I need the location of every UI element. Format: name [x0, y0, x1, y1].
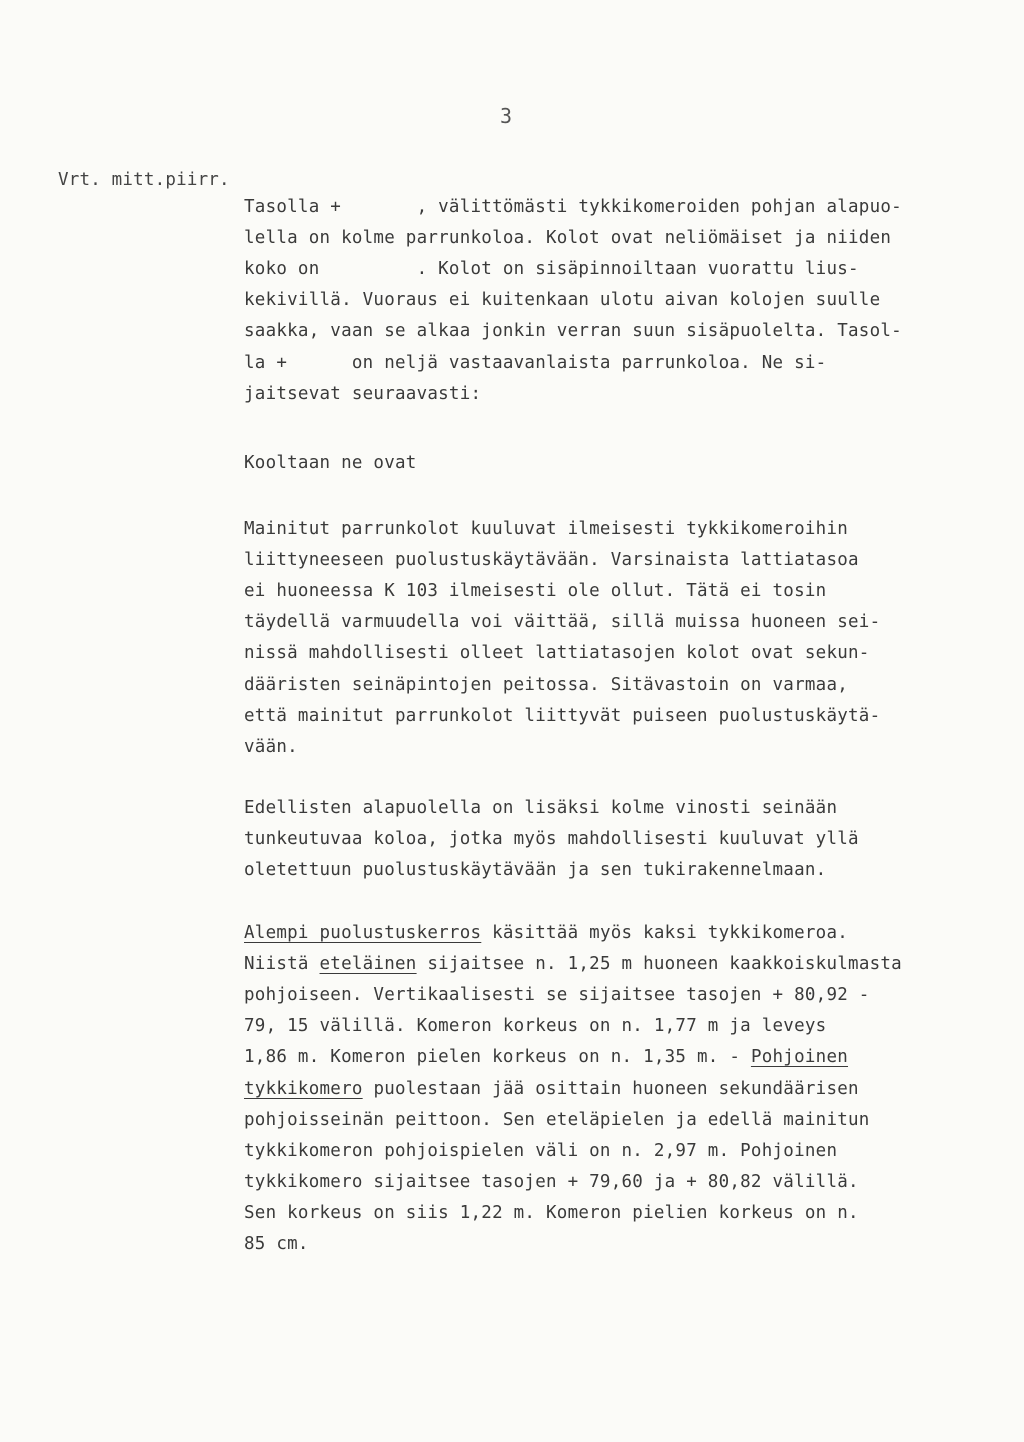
text-line	[244, 580, 826, 602]
text-segment: pohjoiseen. Vertikaalisesti se sijaitsee tasojen + 80,92 -	[244, 985, 870, 1006]
text-segment: 79, 15 välillä. Komeron korkeus on n. 1,77 m ja leveys	[244, 1016, 827, 1037]
text-line	[244, 828, 859, 850]
text-segment: Niistä	[244, 954, 320, 975]
text-line	[244, 452, 417, 474]
text-line	[244, 1015, 826, 1037]
text-segment: saakka, vaan se alkaa jonkin verran suun sisäpuolelta. Tasol-	[244, 321, 902, 342]
text-segment: dääristen seinäpintojen peitossa. Sitävastoin on varmaa,	[244, 674, 849, 695]
text-segment: Tasolla + , välittömästi tykkikomeroiden pohjan alapuo-	[244, 197, 902, 217]
text-segment: puolestaan jää osittain huoneen sekundäärisen	[362, 1078, 859, 1099]
text-line	[244, 518, 848, 540]
text-line	[244, 953, 902, 975]
text-line	[244, 984, 870, 1006]
text-segment: Kooltaan ne ovat	[244, 453, 417, 473]
text-line	[244, 736, 298, 758]
text-segment: täydellä varmuudella voi väittää, sillä muissa huoneen sei-	[244, 612, 881, 633]
underlined-text: tykkikomero	[244, 1078, 363, 1099]
text-segment: Sen korkeus on siis 1,22 m. Komeron pielien korkeus on n.	[244, 1202, 859, 1223]
text-segment: vään.	[244, 736, 298, 757]
text-line	[244, 1078, 859, 1100]
text-segment: tykkikomeron pohjoispielen väli on n. 2,97 m. Pohjoinen	[244, 1140, 838, 1161]
text-line	[244, 383, 481, 405]
page-number: 3	[500, 104, 513, 128]
text-line	[244, 352, 826, 374]
text-line	[244, 289, 880, 311]
text-line	[244, 227, 891, 249]
drawing-reference: Vrt. mitt.piirr.	[58, 170, 230, 190]
text-line	[244, 1202, 859, 1224]
text-line	[244, 258, 859, 280]
text-line	[244, 674, 848, 696]
text-segment: 1,86 m. Komeron pielen korkeus on n. 1,35 m. -	[244, 1047, 751, 1068]
text-line	[244, 859, 826, 881]
text-line	[244, 1109, 870, 1131]
underlined-text: Alempi puolustuskerros	[244, 923, 482, 943]
text-segment: kekivillä. Vuoraus ei kuitenkaan ulotu aivan kolojen suulle	[244, 290, 881, 311]
text-line	[244, 705, 880, 727]
text-segment: käsittää myös kaksi tykkikomeroa.	[481, 923, 849, 943]
text-line	[244, 549, 859, 571]
text-segment: tykkikomero sijaitsee tasojen + 79,60 ja + 80,82 välillä.	[244, 1171, 859, 1192]
text-line	[244, 196, 902, 218]
underlined-text: eteläinen	[319, 954, 417, 975]
text-line	[244, 642, 870, 664]
text-segment: jaitsevat seuraavasti:	[244, 383, 482, 404]
text-segment: la + on neljä vastaavanlaista parrunkoloa. Ne si-	[244, 352, 827, 373]
text-line	[244, 1233, 309, 1255]
text-segment: ei huoneessa K 103 ilmeisesti ole ollut. Tätä ei tosin	[244, 581, 827, 602]
text-line	[244, 1140, 837, 1162]
text-line	[244, 1046, 848, 1068]
text-segment: nissä mahdollisesti olleet lattiatasojen kolot ovat sekun-	[244, 643, 870, 664]
underlined-text: Pohjoinen	[750, 1047, 849, 1068]
text-segment: Mainitut parrunkolot kuuluvat ilmeisesti tykkikomeroihin	[244, 519, 849, 539]
text-line	[244, 320, 902, 342]
text-line	[244, 797, 837, 819]
text-line	[244, 1171, 859, 1193]
text-segment: pohjoisseinän peittoon. Sen eteläpielen ja edellä mainitun	[244, 1109, 870, 1130]
text-segment: Edellisten alapuolella on lisäksi kolme vinosti seinään	[244, 798, 838, 818]
text-line	[244, 922, 848, 944]
text-segment: lella on kolme parrunkoloa. Kolot ovat neliömäiset ja niiden	[244, 228, 892, 249]
text-line	[244, 611, 880, 633]
text-segment: 85 cm.	[244, 1234, 309, 1254]
text-segment: tunkeutuvaa koloa, jotka myös mahdollisesti kuuluvat yllä	[244, 829, 859, 850]
text-segment: koko on . Kolot on sisäpinnoiltaan vuorattu lius-	[244, 259, 859, 280]
text-segment: että mainitut parrunkolot liittyvät puiseen puolustuskäytä-	[244, 705, 881, 726]
text-segment: liittyneeseen puolustuskäytävään. Varsinaista lattiatasoa	[244, 550, 859, 571]
text-segment: sijaitsee n. 1,25 m huoneen kaakkoiskulmasta	[416, 954, 902, 975]
text-segment: oletettuun puolustuskäytävään ja sen tukirakennelmaan.	[244, 860, 827, 881]
